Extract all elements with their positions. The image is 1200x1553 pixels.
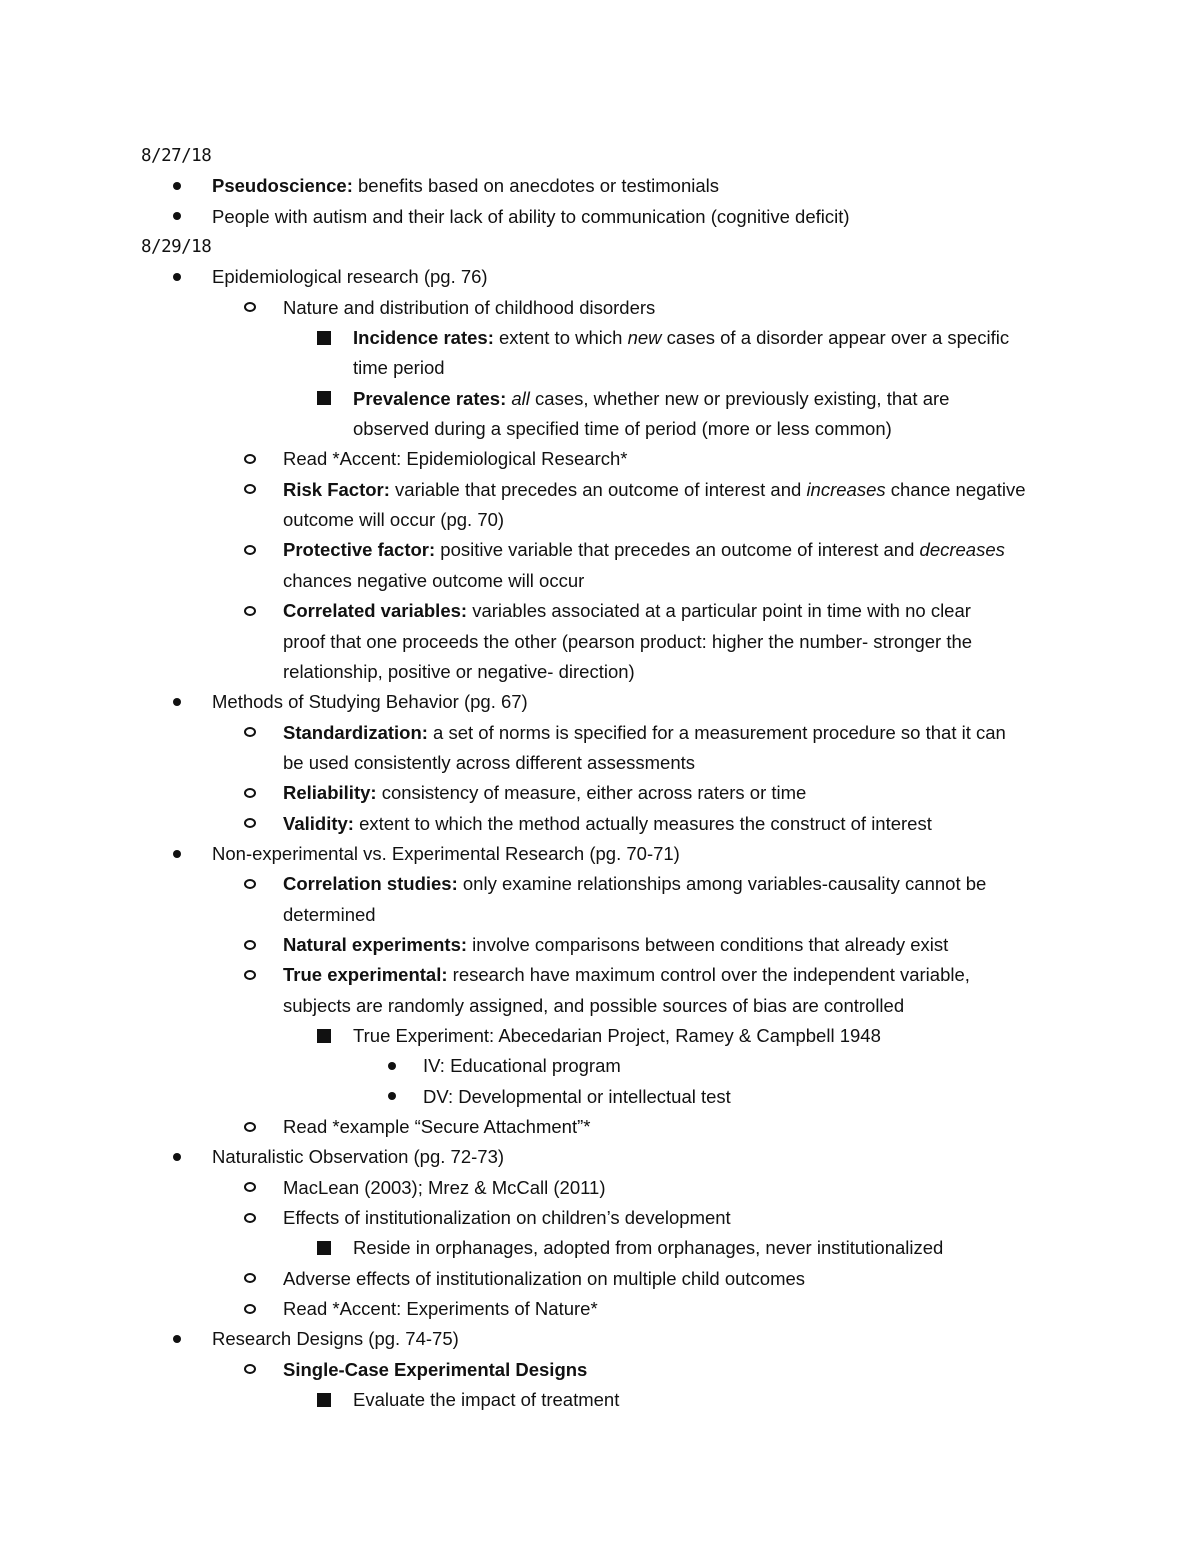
bullet-ring-icon (244, 1264, 256, 1294)
list-item (0, 384, 1200, 414)
item-text: proof that one proceeds the other (pearson product: higher the number- stronger the (283, 630, 973, 652)
list-item (0, 202, 1200, 232)
item-text: Read *Accent: Experiments of Nature* (283, 1298, 598, 1320)
notes-body (0, 141, 1200, 1415)
definition: consistency of measure, either across raters or time (376, 782, 807, 804)
list-item (0, 718, 1200, 748)
item-text: relationship, positive or negative- direction) (283, 660, 635, 682)
definition: a set of norms is specified for a measurement procedure so that it can (427, 721, 1006, 743)
bullet-square-icon (317, 1233, 331, 1263)
list-item (0, 1173, 1200, 1203)
term: Correlation studies: (283, 873, 458, 895)
bullet-square-icon (317, 323, 331, 353)
bullet-ring-icon (244, 1112, 256, 1142)
item-text: Reside in orphanages, adopted from orphanages, never institutionalized (353, 1237, 944, 1259)
item-text: DV: Developmental or intellectual test (423, 1085, 731, 1107)
list-item (0, 1264, 1200, 1294)
list-item (0, 687, 1200, 717)
list-item (0, 1082, 1200, 1112)
list-item (0, 839, 1200, 869)
bullet-dot-icon (388, 1082, 396, 1112)
term: Single-Case Experimental Designs (283, 1358, 588, 1380)
list-item-continuation (0, 414, 1200, 444)
list-item (0, 869, 1200, 899)
date-heading (0, 141, 1200, 171)
bullet-square-icon (317, 1021, 331, 1051)
bullet-dot-icon (173, 202, 181, 232)
item-text: Non-experimental vs. Experimental Research (pg. 70-71) (212, 842, 680, 864)
item-text: Nature and distribution of childhood disorders (283, 296, 656, 318)
bullet-ring-icon (244, 1173, 256, 1203)
bullet-ring-icon (244, 960, 256, 990)
list-item (0, 444, 1200, 474)
bullet-ring-icon (244, 1294, 256, 1324)
list-item (0, 1385, 1200, 1415)
bullet-ring-icon (244, 293, 256, 323)
bullet-square-icon (317, 1385, 331, 1415)
bullet-dot-icon (173, 171, 181, 201)
list-item (0, 293, 1200, 323)
list-item (0, 535, 1200, 565)
item-text: Read *Accent: Epidemiological Research* (283, 448, 628, 470)
item-text: Research Designs (pg. 74-75) (212, 1328, 459, 1350)
bullet-ring-icon (244, 535, 256, 565)
list-item-continuation (0, 657, 1200, 687)
list-item-continuation (0, 991, 1200, 1021)
list-item (0, 1142, 1200, 1172)
definition: involve comparisons between conditions that already exist (467, 933, 949, 955)
definition: positive variable that precedes an outcome of interest and (435, 539, 920, 561)
item-text: Methods of Studying Behavior (pg. 67) (212, 691, 528, 713)
bullet-ring-icon (244, 809, 256, 839)
bullet-dot-icon (173, 1142, 181, 1172)
term: Prevalence rates: (353, 387, 507, 409)
item-text: Effects of institutionalization on children’s development (283, 1207, 731, 1229)
bullet-dot-icon (388, 1051, 396, 1081)
list-item (0, 960, 1200, 990)
list-item (0, 262, 1200, 292)
item-text: True Experiment: Abecedarian Project, Ramey & Campbell 1948 (353, 1024, 881, 1046)
term: Risk Factor: (283, 478, 390, 500)
definition: chance negative (885, 478, 1026, 500)
emphasis: new (627, 327, 662, 349)
bullet-ring-icon (244, 930, 256, 960)
term: Reliability: (283, 782, 377, 804)
date-text: 8/27/18 (141, 146, 212, 166)
list-item (0, 930, 1200, 960)
definition: only examine relationships among variables-causality cannot be (457, 873, 987, 895)
item-text: chances negative outcome will occur (283, 569, 585, 591)
list-item (0, 475, 1200, 505)
bullet-ring-icon (244, 475, 256, 505)
bullet-ring-icon (244, 1203, 256, 1233)
list-item (0, 809, 1200, 839)
list-item (0, 1051, 1200, 1081)
list-item-continuation (0, 566, 1200, 596)
definition: variables associated at a particular point in time with no clear (467, 600, 971, 622)
item-text: Epidemiological research (pg. 76) (212, 266, 488, 288)
list-item-continuation (0, 748, 1200, 778)
item-text: determined (283, 903, 376, 925)
bullet-square-icon (317, 384, 331, 414)
emphasis: increases (806, 478, 886, 500)
term: Pseudoscience: (212, 175, 353, 197)
bullet-ring-icon (244, 444, 256, 474)
bullet-ring-icon (244, 1355, 256, 1385)
bullet-ring-icon (244, 718, 256, 748)
list-item-continuation (0, 900, 1200, 930)
list-item (0, 1294, 1200, 1324)
definition: extent to which the method actually measures the construct of interest (353, 812, 932, 834)
definition: research have maximum control over the independent variable, (447, 964, 970, 986)
bullet-ring-icon (244, 596, 256, 626)
term: True experimental: (283, 964, 448, 986)
date-text: 8/29/18 (141, 237, 212, 258)
item-text: be used consistently across different assessments (283, 751, 696, 773)
bullet-dot-icon (173, 1324, 181, 1354)
definition: variable that precedes an outcome of interest and (389, 478, 807, 500)
term: Protective factor: (283, 539, 436, 561)
term: Incidence rates: (353, 327, 494, 349)
list-item (0, 1203, 1200, 1233)
item-text: Adverse effects of institutionalization on multiple child outcomes (283, 1267, 806, 1289)
item-text: Naturalistic Observation (pg. 72-73) (212, 1146, 505, 1168)
item-text: MacLean (2003); Mrez & McCall (2011) (283, 1176, 606, 1198)
item-text: IV: Educational program (423, 1055, 621, 1077)
definition: extent to which (493, 327, 628, 349)
item-text: time period (353, 357, 445, 379)
bullet-dot-icon (173, 839, 181, 869)
term: Correlated variables: (283, 600, 468, 622)
definition: benefits based on anecdotes or testimonials (352, 175, 719, 197)
list-item (0, 596, 1200, 626)
list-item (0, 778, 1200, 808)
list-item (0, 1233, 1200, 1263)
emphasis: all (511, 387, 530, 409)
definition: cases of a disorder appear over a specific (661, 327, 1010, 349)
bullet-dot-icon (173, 687, 181, 717)
term: Validity: (283, 812, 354, 834)
list-item-continuation (0, 627, 1200, 657)
list-item (0, 1021, 1200, 1051)
item-text: subjects are randomly assigned, and possible sources of bias are controlled (283, 994, 905, 1016)
item-text: Read *example “Secure Attachment”* (283, 1116, 591, 1137)
item-text: Evaluate the impact of treatment (353, 1389, 620, 1411)
bullet-ring-icon (244, 869, 256, 899)
list-item (0, 1355, 1200, 1385)
bullet-ring-icon (244, 778, 256, 808)
date-heading (0, 232, 1200, 262)
list-item (0, 1324, 1200, 1354)
list-item (0, 323, 1200, 353)
term: Standardization: (283, 721, 428, 743)
list-item-continuation (0, 505, 1200, 535)
list-item-continuation (0, 353, 1200, 383)
bullet-dot-icon (173, 262, 181, 292)
item-text: observed during a specified time of period (more or less common) (353, 418, 892, 440)
list-item (0, 171, 1200, 201)
emphasis: decreases (919, 539, 1005, 561)
term: Natural experiments: (283, 933, 468, 955)
item-text: outcome will occur (pg. 70) (283, 509, 505, 531)
definition: cases, whether new or previously existing, that are (529, 387, 950, 409)
item-text: People with autism and their lack of ability to communication (cognitive deficit) (212, 205, 850, 227)
list-item (0, 1112, 1200, 1142)
